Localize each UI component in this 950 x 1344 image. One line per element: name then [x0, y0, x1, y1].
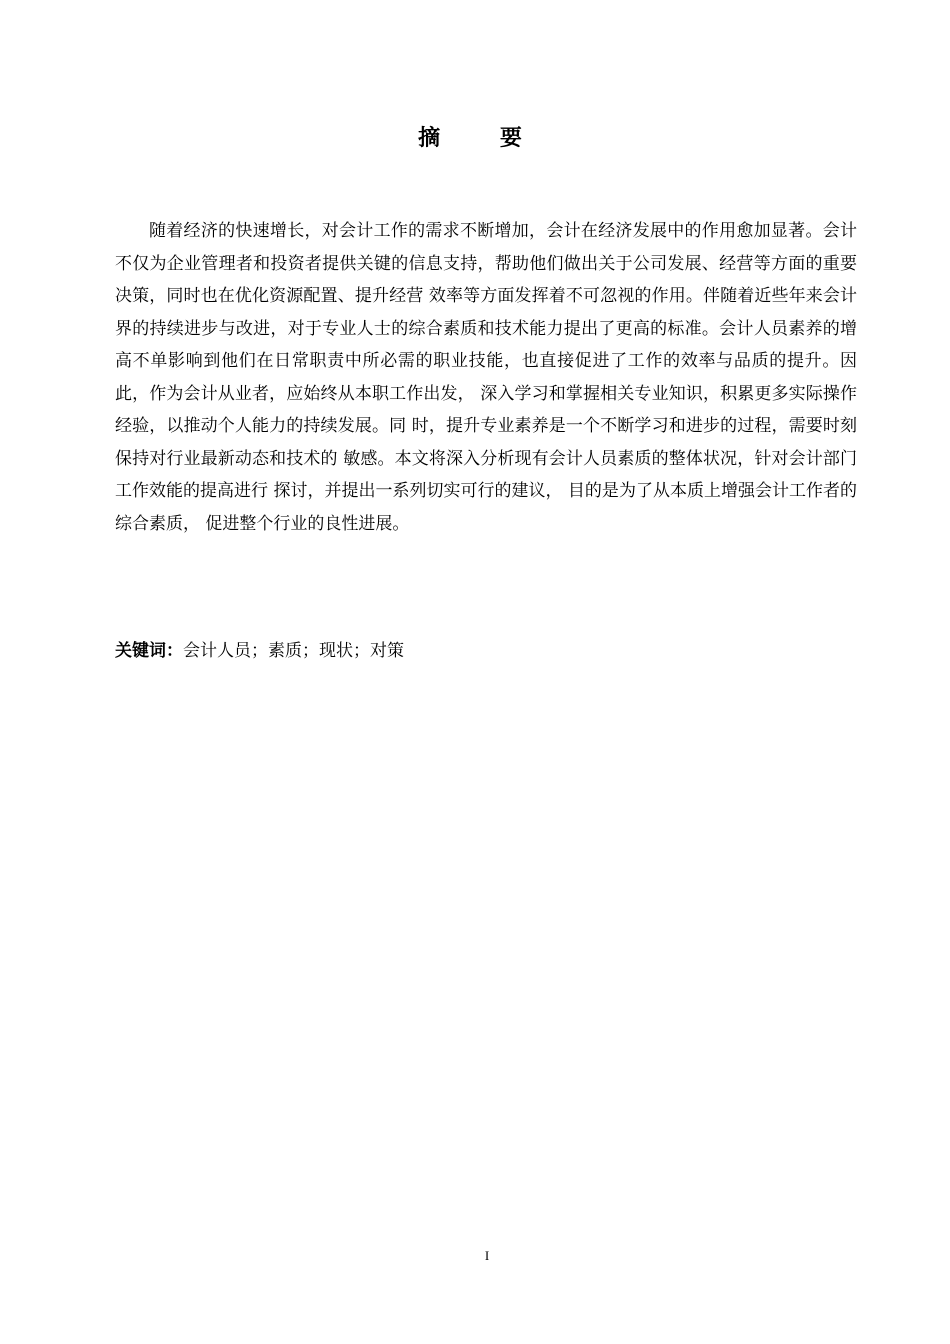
keywords-line [115, 635, 857, 667]
keywords-text: 会计人员；素质；现状；对策 [183, 641, 404, 661]
keywords-label: 关键词： [115, 641, 183, 661]
page-number: I [484, 1248, 490, 1263]
abstract-paragraph: 随着经济的快速增长，对会计工作的需求不断增加，会计在经济发展中的作用愈加显著。会计不仅为企业管理者和投资者提供关键的信息支持，帮助他们做出关于公司发展、经营等方面的重要决策，同时也在优化资源配置、提升经营 效率等方面发挥着不可忽视的作用。伴随着近些年来会计界的持续进步与改进，对于专业人士的综合素质和技术能力提出了更高的标准。会计人员素养的增高不单影响到他们在日常职责中所必需的职业技能，也直接促进了工作的效率与品质的提升。因此，作为会计从业者，应始终从本职工作出发， 深入学习和掌握相关专业知识，积累更多实际操作经验，以推动个人能力的持续发展。同 时，提升专业素养是一个不断学习和进步的过程，需要时刻保持对行业最新动态和技术的 敏感。本文将深入分析现有会计人员素质的整体状况，针对会计部门工作效能的提高进行 探讨，并提出一系列切实可行的建议， 目的是为了从本质上增强会计工作者的综合素质， 促进整个行业的良性进展。 [115, 221, 857, 534]
abstract-title: 摘 要 [418, 126, 548, 151]
